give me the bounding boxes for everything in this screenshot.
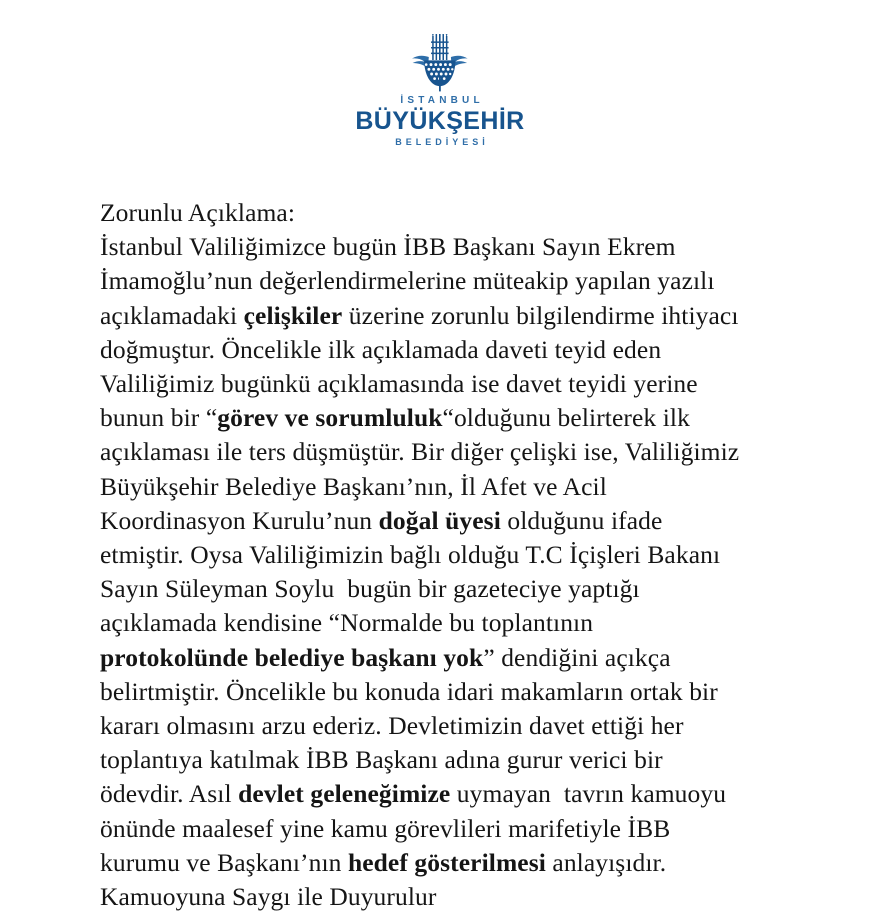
statement-line — [100, 470, 840, 504]
body-text: üzerine zorunlu bilgilendirme ihtiyacı — [342, 300, 739, 330]
statement-line — [100, 606, 840, 640]
body-text: Valiliğimiz bugünkü açıklamasında ise davet teyidi yerine — [100, 369, 698, 399]
statement-line — [100, 846, 840, 880]
istanbul-buyuksehir-belediyesi-emblem-icon — [407, 34, 473, 92]
body-text: ödevdir. Asıl — [100, 779, 239, 809]
emphasis-text: devlet geleneğimize — [238, 779, 451, 809]
body-text: “olduğunu belirterek ilk — [442, 403, 690, 433]
emphasis-text: doğal üyesi — [378, 505, 501, 535]
body-text: olduğunu ifade — [500, 505, 663, 535]
emphasis-text: protokolünde belediye başkanı yok — [100, 642, 484, 672]
body-text: doğmuştur. Öncelikle ilk açıklamada daveti teyid eden — [100, 334, 662, 364]
statement-line — [100, 504, 840, 538]
statement-line — [100, 812, 840, 846]
statement-line — [100, 777, 840, 811]
statement-line — [100, 572, 840, 606]
body-text: ” dendiğini açıkça — [483, 642, 671, 672]
statement-line — [100, 709, 840, 743]
ibb-logo — [355, 34, 524, 147]
body-text: İstanbul Valiliğimizce bugün İBB Başkanı Sayın Ekrem — [100, 232, 676, 262]
statement-line — [100, 367, 840, 401]
emphasis-text: hedef gösterilmesi — [347, 847, 546, 877]
body-text: İmamoğlu’nun değerlendirmelerine müteakip yapılan yazılı — [100, 266, 715, 296]
statement-line — [100, 880, 840, 914]
statement-line — [100, 299, 840, 333]
body-text: Koordinasyon Kurulu’nun — [100, 505, 379, 535]
statement-line — [100, 435, 840, 469]
document-masthead — [0, 0, 880, 147]
body-text: Zorunlu Açıklama: — [100, 198, 296, 227]
statement-line — [100, 675, 840, 709]
body-text: anlayışıdır. — [545, 847, 667, 877]
statement-line — [100, 230, 840, 264]
body-text: açıklaması ile ters düşmüştür. Bir diğer çelişki ise, Valiliğimiz — [100, 437, 740, 467]
statement-line — [100, 641, 840, 675]
statement-line — [100, 196, 840, 230]
emphasis-text: görev ve sorumluluk — [217, 403, 443, 433]
body-text: önünde maalesef yine kamu görevlileri marifetiyle İBB — [100, 813, 671, 843]
body-text: açıklamadaki — [100, 300, 244, 330]
body-text: kurumu ve Başkanı’nın — [100, 847, 348, 877]
statement-line — [100, 264, 840, 298]
statement-line — [100, 401, 840, 435]
wordmark-belediyesi: BELEDİYESİ — [395, 136, 489, 147]
wordmark-buyuksehir: BÜYÜKŞEHİR — [355, 106, 525, 135]
emphasis-text: çelişkiler — [243, 300, 343, 330]
body-text: kararı olmasını arzu ederiz. Devletimizin davet ettiği her — [100, 711, 684, 741]
body-text: Sayın Süleyman Soylu bugün bir gazeteciye yaptığı — [100, 574, 640, 604]
body-text: belirtmiştir. Öncelikle bu konuda idari makamların ortak bir — [100, 676, 718, 706]
body-text: uymayan tavrın kamuoyu — [450, 779, 727, 809]
statement-line — [100, 333, 840, 367]
statement-text — [100, 196, 840, 914]
body-text: Büyükşehir Belediye Başkanı’nın, İl Afet ve Acil — [100, 471, 607, 501]
statement-line — [100, 743, 840, 777]
body-text: etmiştir. Oysa Valiliğimizin bağlı olduğu T.C İçişleri Bakanı — [100, 540, 721, 570]
body-text: toplantıya katılmak İBB Başkanı adına gurur verici bir — [100, 745, 663, 775]
body-text: bunun bir “ — [100, 403, 218, 433]
wordmark-istanbul: İSTANBUL — [400, 95, 484, 106]
ibb-wordmark — [355, 95, 524, 147]
body-text: açıklamada kendisine “Normalde bu toplantının — [100, 608, 594, 638]
body-text: Kamuoyuna Saygı ile Duyurulur — [100, 882, 437, 912]
statement-line — [100, 538, 840, 572]
